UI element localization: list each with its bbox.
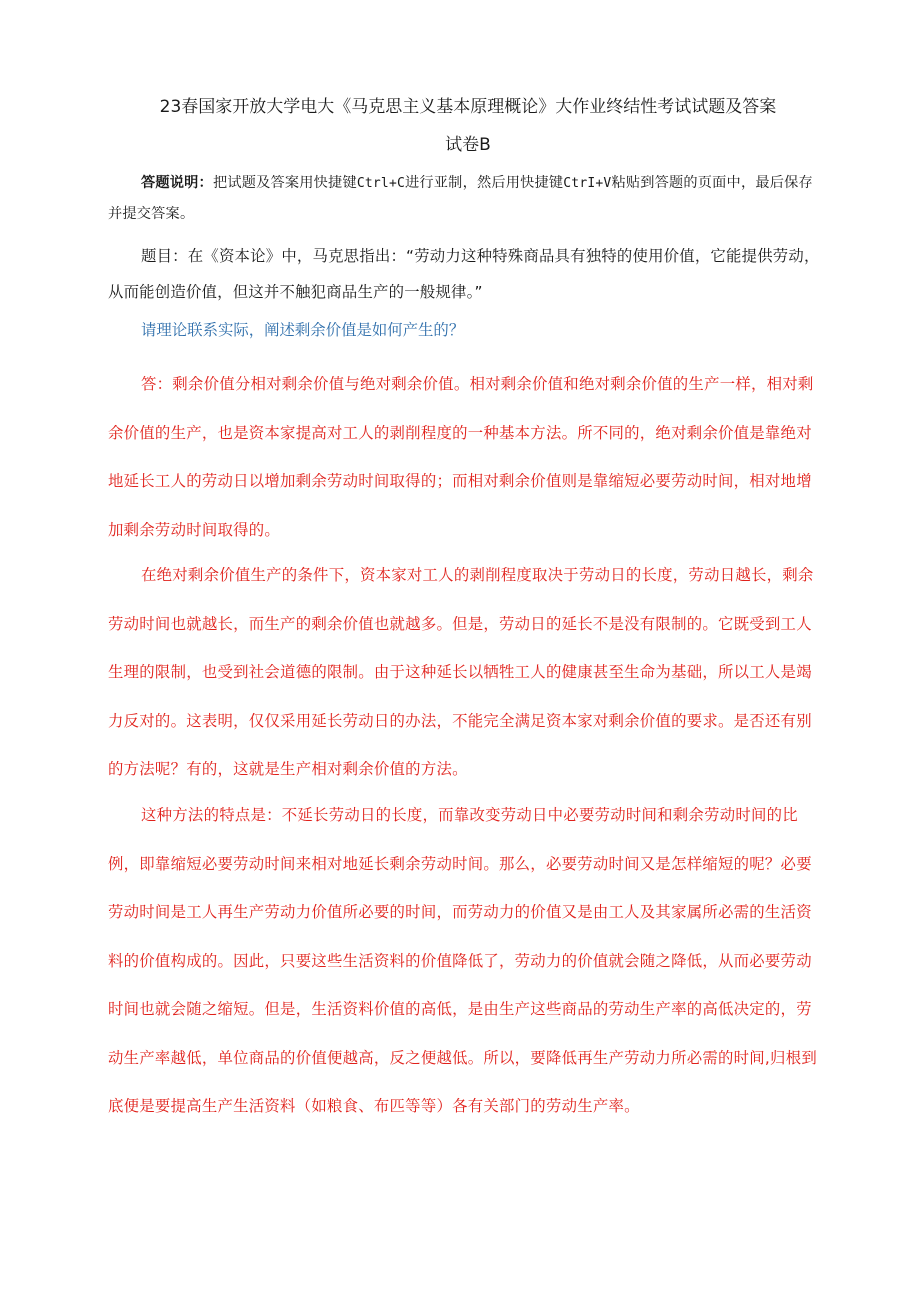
question-prompt: 请理论联系实际，阐述剩余价值是如何产生的？ — [141, 321, 465, 339]
answer-paragraph-1: 答：剩余价值分相对剩余价值与绝对剩余价值。相对剩余价值和绝对剩余价值的生产一样，相对剩余价值的生产，也是资本家提高对工人的剥削程度的一种基本方法。所不同的，绝对剩余价值是靠绝对地延长工人的劳动日以增加剩余劳动时间取得的；而相对剩余价值则是靠缩短必要劳动时间，相对地增加剩余劳动时间取得的。 — [108, 375, 814, 539]
answer-paragraph-3: 这种方法的特点是：不延长劳动日的长度，而靠改变劳动日中必要劳动时间和剩余劳动时间的比例，即靠缩短必要劳动时间来相对地延长剩余劳动时间。那么，必要劳动时间又是怎样缩短的呢？必要劳动时间是工人再生产劳动力价值所必要的时间，而劳动力的价值又是由工人及其家属所必需的生活资料的价值构成的。因此，只要这些生活资料的价值降低了，劳动力的价值就会随之降低，从而必要劳动时间也就会随之缩短。但是，生活资料价值的高低，是由生产这些商品的劳动生产率的高低决定的，劳动生产率越低，单位商品的价值便越高，反之便越低。所以，要降低再生产劳动力所必需的时间,归根到底便是要提高生产生活资料（如粮食、布匹等等）各有关部门的劳动生产率。 — [108, 806, 817, 1115]
instructions-lead: 答题说明： — [141, 175, 213, 191]
answer-instructions — [108, 168, 823, 230]
instructions-text-2: 进行亚制，然后用快捷键 — [405, 175, 564, 191]
answer-paragraph-2: 在绝对剩余价值生产的条件下，资本家对工人的剥削程度取决于劳动日的长度，劳动日越长，剩余劳动时间也就越长，而生产的剩余价值也就越多。但是，劳动日的延长不是没有限制的。它既受到工人生理的限制，也受到社会道德的限制。由于这种延长以牺牲工人的健康甚至生命为基础，所以工人是竭力反对的。这表明，仅仅采用延长劳动日的办法，不能完全满足资本家对剩余价值的要求。是否还有别的方法呢？有的，这就是生产相对剩余价值的方法。 — [108, 566, 814, 778]
document-title: 23春国家开放大学电大《马克思主义基本原理概论》大作业终结性考试试题及答案 — [159, 97, 777, 117]
instructions-text-1: 把试题及答案用快捷键 — [212, 175, 357, 191]
instructions-text-3: 粘贴到答题的页面中，最后保存并提交答案。 — [108, 175, 813, 222]
paste-shortcut: CtrI+V — [563, 176, 612, 191]
document-subtitle: 试卷B — [445, 135, 491, 155]
copy-shortcut: Ctrl+C — [356, 176, 406, 191]
question-text: 题目：在《资本论》中，马克思指出：“劳动力这种特殊商品具有独特的使用价值，它能提供劳动，从而能创造价值，但这并不触犯商品生产的一般规律。” — [108, 247, 820, 301]
